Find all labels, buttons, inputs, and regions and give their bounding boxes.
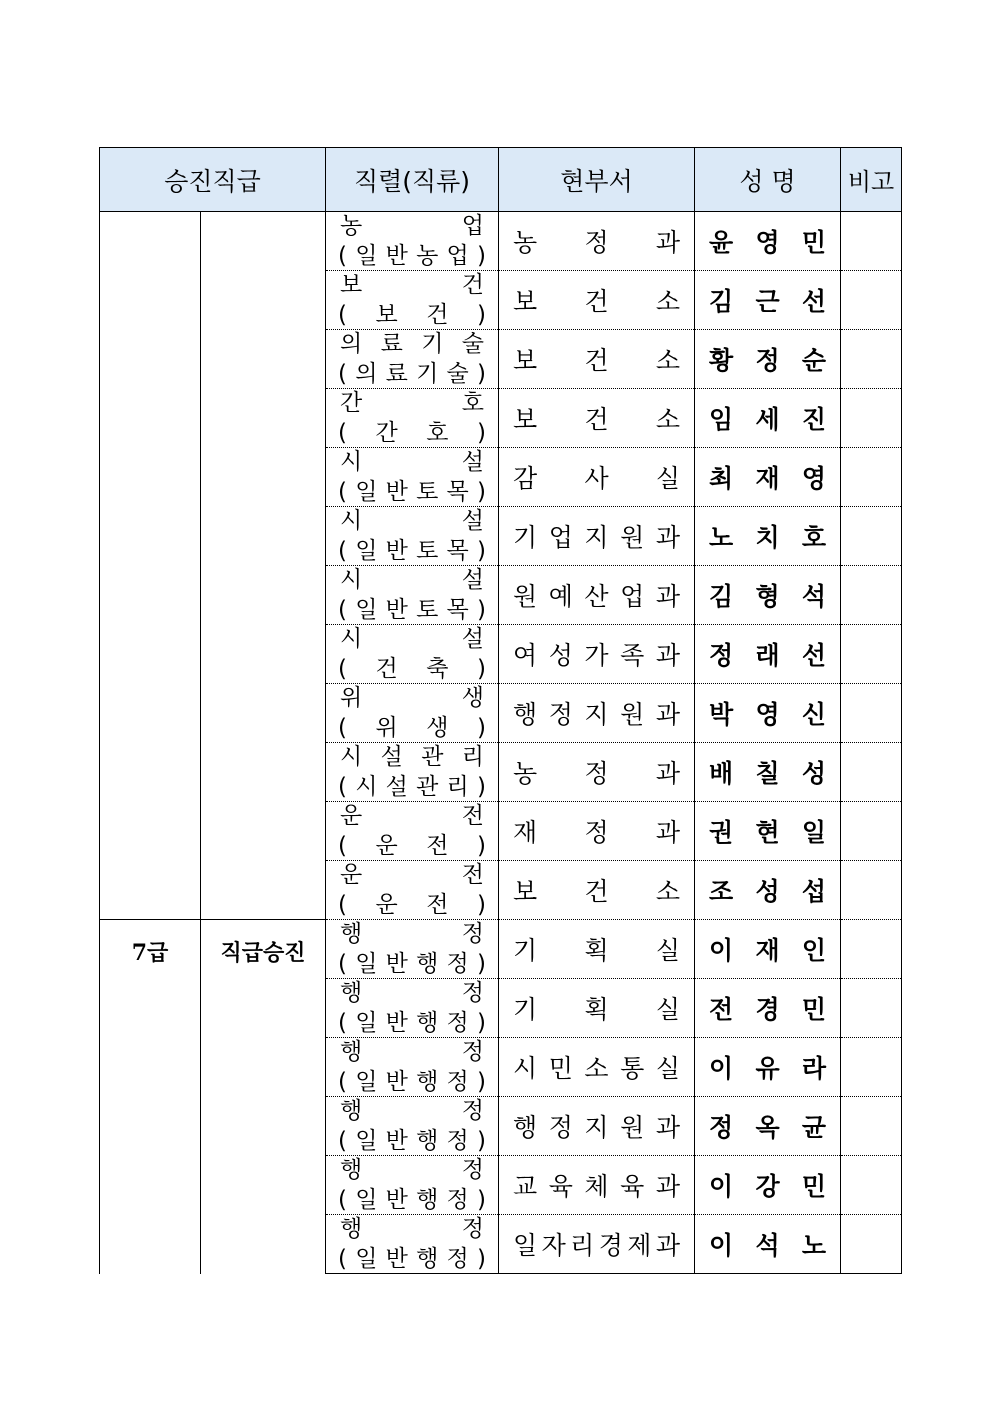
sub-series-label: ( 일 반 행 정 ) (338, 951, 486, 977)
series-label: 간 호 (340, 390, 485, 416)
sub-series-label: ( 운 전 ) (338, 892, 487, 918)
department-cell: 재 정 과 (499, 802, 695, 861)
series-label: 위 생 (340, 685, 485, 711)
series-cell (326, 684, 499, 743)
series-cell (326, 330, 499, 389)
series-cell (326, 802, 499, 861)
department-cell: 시 민 소 통 실 (499, 1038, 695, 1097)
name-cell: 정 옥 균 (695, 1097, 841, 1156)
sub-series-label: ( 일 반 토 목 ) (338, 538, 486, 564)
sub-series-label: ( 보 건 ) (338, 302, 487, 328)
note-cell (841, 271, 902, 330)
series-cell (326, 212, 499, 271)
department-cell: 보 건 소 (499, 389, 695, 448)
sub-series-label: ( 의 료 기 술 ) (338, 361, 486, 387)
sub-series-label: ( 일 반 농 업 ) (338, 243, 486, 269)
series-cell (326, 743, 499, 802)
sub-series-label: ( 일 반 행 정 ) (338, 1187, 486, 1213)
department-cell: 감 사 실 (499, 448, 695, 507)
series-label: 행 정 (340, 980, 485, 1006)
header-grade: 승진직급 (100, 148, 326, 212)
note-cell (841, 212, 902, 271)
department-cell: 교 육 체 육 과 (499, 1156, 695, 1215)
note-cell (841, 1097, 902, 1156)
promotion-type-cell (201, 212, 326, 920)
series-cell (326, 920, 499, 979)
department-cell: 기 업 지 원 과 (499, 507, 695, 566)
note-cell (841, 743, 902, 802)
name-cell: 김 형 석 (695, 566, 841, 625)
name-cell: 노 치 호 (695, 507, 841, 566)
name-cell: 이 강 민 (695, 1156, 841, 1215)
department-cell: 행 정 지 원 과 (499, 1097, 695, 1156)
series-label: 시 설 (340, 567, 485, 593)
table-row (100, 212, 902, 271)
sub-series-label: ( 일 반 행 정 ) (338, 1128, 486, 1154)
series-label: 행 정 (340, 1039, 485, 1065)
note-cell (841, 802, 902, 861)
series-cell (326, 448, 499, 507)
series-cell (326, 1038, 499, 1097)
series-cell (326, 271, 499, 330)
name-cell: 이 석 노 (695, 1215, 841, 1274)
series-cell (326, 389, 499, 448)
series-label: 행 정 (340, 1157, 485, 1183)
series-cell (326, 861, 499, 920)
series-label: 행 정 (340, 1216, 485, 1242)
note-cell (841, 979, 902, 1038)
sub-series-label: ( 시 설 관 리 ) (338, 774, 486, 800)
name-cell: 임 세 진 (695, 389, 841, 448)
promotion-type-cell: 직급승진 (201, 920, 326, 1274)
series-cell (326, 1156, 499, 1215)
department-cell: 보 건 소 (499, 330, 695, 389)
sub-series-label: ( 일 반 토 목 ) (338, 597, 486, 623)
name-cell: 윤 영 민 (695, 212, 841, 271)
note-cell (841, 920, 902, 979)
table-body (100, 212, 902, 1274)
name-cell: 이 유 라 (695, 1038, 841, 1097)
sub-series-label: ( 건 축 ) (338, 656, 487, 682)
grade-cell (100, 212, 201, 920)
department-cell: 보 건 소 (499, 271, 695, 330)
department-cell: 행 정 지 원 과 (499, 684, 695, 743)
note-cell (841, 625, 902, 684)
note-cell (841, 566, 902, 625)
sub-series-label: ( 간 호 ) (338, 420, 487, 446)
series-label: 시 설 (340, 626, 485, 652)
header-name: 성 명 (695, 148, 841, 212)
header-note: 비고 (841, 148, 902, 212)
note-cell (841, 448, 902, 507)
sub-series-label: ( 운 전 ) (338, 833, 487, 859)
name-cell: 이 재 인 (695, 920, 841, 979)
series-label: 의 료 기 술 (340, 331, 485, 357)
series-cell (326, 979, 499, 1038)
department-cell: 일 자 리 경 제 과 (499, 1215, 695, 1274)
sub-series-label: ( 일 반 행 정 ) (338, 1246, 486, 1272)
header-department: 현부서 (499, 148, 695, 212)
note-cell (841, 507, 902, 566)
note-cell (841, 1156, 902, 1215)
note-cell (841, 330, 902, 389)
series-label: 시 설 (340, 449, 485, 475)
promotion-table (99, 147, 902, 1274)
series-cell (326, 1215, 499, 1274)
series-label: 행 정 (340, 921, 485, 947)
note-cell (841, 1215, 902, 1274)
series-label: 운 전 (340, 803, 485, 829)
sub-series-label: ( 일 반 토 목 ) (338, 479, 486, 505)
name-cell: 조 성 섭 (695, 861, 841, 920)
series-label: 농 업 (340, 213, 485, 239)
note-cell (841, 389, 902, 448)
name-cell: 정 래 선 (695, 625, 841, 684)
note-cell (841, 1038, 902, 1097)
department-cell: 보 건 소 (499, 861, 695, 920)
name-cell: 권 현 일 (695, 802, 841, 861)
grade-cell: 7급 (100, 920, 201, 1274)
note-cell (841, 861, 902, 920)
name-cell: 최 재 영 (695, 448, 841, 507)
series-cell (326, 625, 499, 684)
series-label: 보 건 (340, 272, 485, 298)
series-cell (326, 507, 499, 566)
name-cell: 김 근 선 (695, 271, 841, 330)
department-cell: 농 정 과 (499, 212, 695, 271)
series-label: 행 정 (340, 1098, 485, 1124)
series-label: 시 설 관 리 (340, 744, 485, 770)
note-cell (841, 684, 902, 743)
department-cell: 기 획 실 (499, 920, 695, 979)
series-label: 운 전 (340, 862, 485, 888)
department-cell: 여 성 가 족 과 (499, 625, 695, 684)
name-cell: 황 정 순 (695, 330, 841, 389)
department-cell: 기 획 실 (499, 979, 695, 1038)
sub-series-label: ( 일 반 행 정 ) (338, 1069, 486, 1095)
name-cell: 박 영 신 (695, 684, 841, 743)
series-label: 시 설 (340, 508, 485, 534)
name-cell: 배 칠 성 (695, 743, 841, 802)
name-cell: 전 경 민 (695, 979, 841, 1038)
department-cell: 농 정 과 (499, 743, 695, 802)
header-row (100, 148, 902, 212)
department-cell: 원 예 산 업 과 (499, 566, 695, 625)
table-row (100, 920, 902, 979)
header-series: 직렬(직류) (326, 148, 499, 212)
series-cell (326, 566, 499, 625)
sub-series-label: ( 위 생 ) (338, 715, 487, 741)
series-cell (326, 1097, 499, 1156)
sub-series-label: ( 일 반 행 정 ) (338, 1010, 486, 1036)
